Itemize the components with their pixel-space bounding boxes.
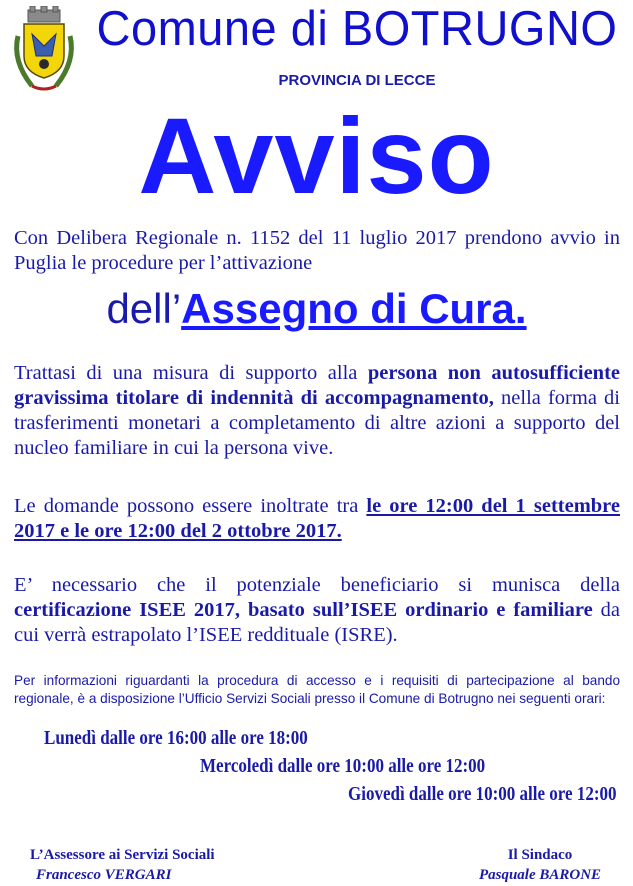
intro-paragraph: Con Delibera Regionale n. 1152 del 11 luglio 2017 prendono avvio in Puglia le procedure per l’attivazione: [14, 227, 620, 274]
notice-heading: Avviso: [138, 95, 495, 216]
deadline-paragraph: [14, 494, 620, 544]
hours-monday: Lunedì dalle ore 16:00 alle ore 18:00: [44, 727, 308, 749]
isee-bold: certificazione ISEE 2017, basato sull’ISEE ordinario e familiare: [14, 599, 593, 621]
signature-assessor: [30, 845, 215, 885]
subject-heading: [0, 285, 633, 333]
comune-title: Comune di BOTRUGNO: [96, 0, 618, 56]
isee-paragraph: [14, 573, 620, 648]
subject-highlight: Assegno di Cura.: [181, 285, 527, 332]
subject-prefix: dell’: [106, 285, 182, 332]
hours-wednesday: Mercoledì dalle ore 10:00 alle ore 12:00: [200, 755, 486, 777]
description-text-1: Trattasi di una misura di supporto alla: [14, 362, 368, 384]
description-bold: persona non autosufficiente gravissima titolare di indennità di accompagnamento,: [14, 362, 620, 409]
isee-text-1: E’ necessario che il potenziale beneficiario si munisca della: [14, 574, 620, 596]
isee-text-2: da cui verrà estrapolato l’ISEE reddituale (ISRE).: [14, 599, 621, 646]
deadline-text: Le domande possono essere inoltrate tra: [14, 495, 367, 517]
info-paragraph: Per informazioni riguardanti la procedura di accesso e i requisiti di partecipazione al bando regionale, è a disposizione l’Ufficio Servizi Sociali presso il Comune di Botrugno nei seguenti orari:: [14, 673, 620, 706]
assessor-role: L’Assessore ai Servizi Sociali: [30, 847, 215, 863]
signature-mayor: [460, 845, 620, 885]
mayor-name: Pasquale BARONE: [478, 867, 602, 883]
description-paragraph: [14, 361, 620, 461]
deadline-dates: le ore 12:00 del 1 settembre 2017 e le ore 12:00 del 2 ottobre 2017.: [14, 495, 621, 542]
description-text-2: nella forma di trasferimenti monetari a completamento di altre azioni a supporto del nucleo familiare in cui la persona vive.: [14, 387, 620, 459]
province-label: PROVINCIA DI LECCE: [278, 72, 436, 89]
mayor-role: Il Sindaco: [507, 847, 573, 863]
assessor-name: Francesco VERGARI: [36, 867, 172, 883]
hours-thursday: Giovedì dalle ore 10:00 alle ore 12:00: [348, 783, 617, 805]
coat-of-arms-icon: [8, 6, 80, 98]
